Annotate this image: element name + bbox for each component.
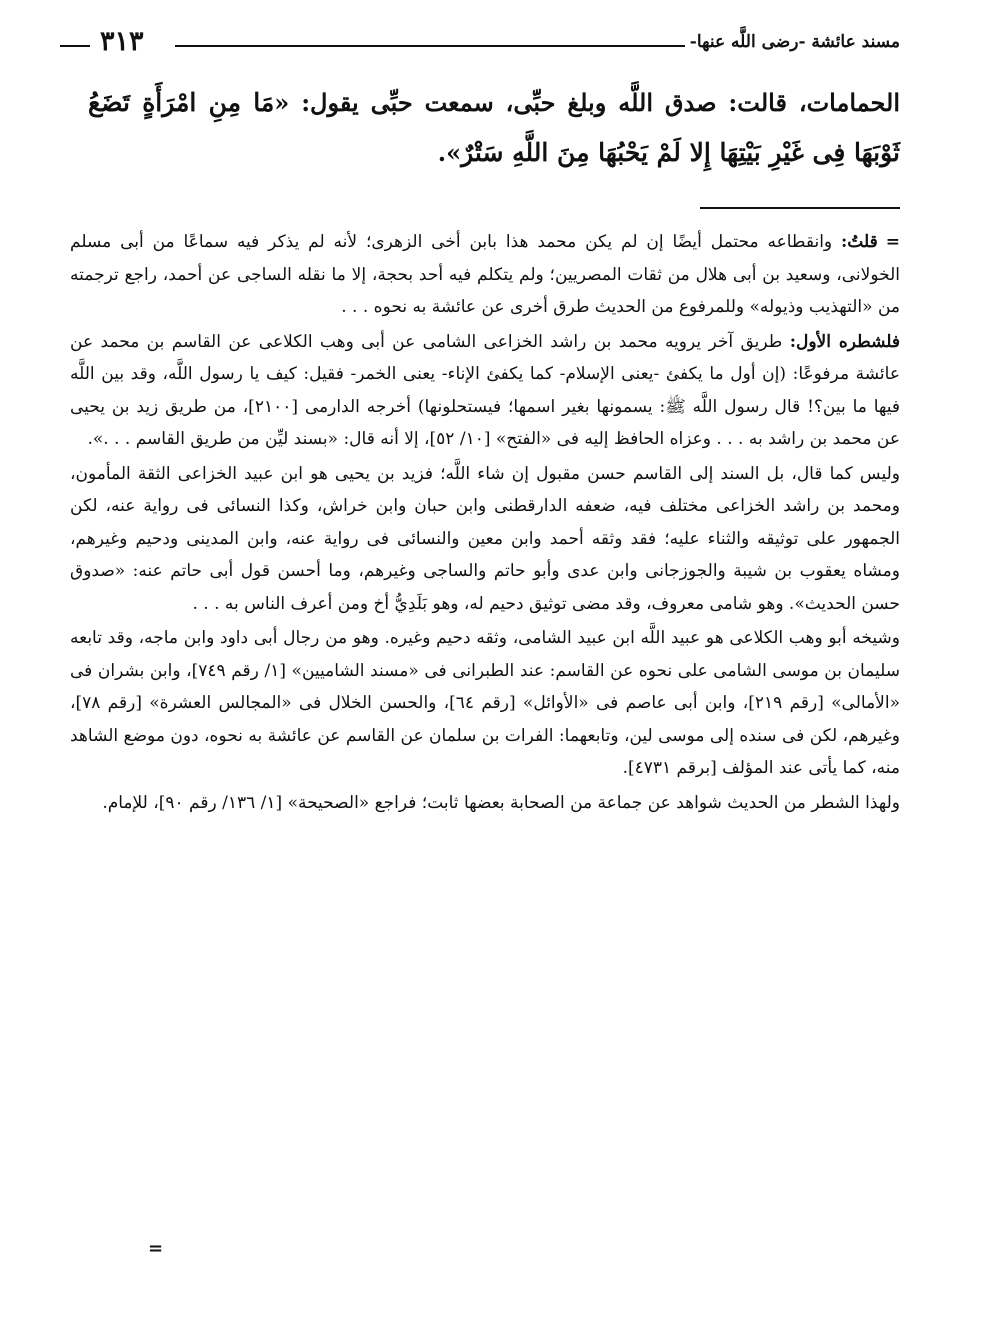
header-rule (175, 45, 685, 47)
paragraph-lead: قلتُ: (841, 232, 878, 252)
paragraph-text: وليس كما قال، بل السند إلى القاسم حسن مقبول إن شاء اللَّه؛ فزيد بن يحيى هو ابن عبيد الخزاعى الثقة المأمون، ومحمد بن راشد الخزاعى مختلف فيه، ضعفه الدارقطنى وابن حبان وابن خراش، وكذا النسائى فى رواية عنه، لكن الجمهور على توثيقه والثناء عليه؛ فقد وثقه أحمد وابن معين والنسائى فى رواية عنه، وابن المدينى ودحيم وغيرهم، ومشاه يعقوب بن شيبة والجوزجانى وابن عدى وأبو حاتم والساجى وغيرهم، وما أحسن قول أبى حاتم عنه: «صدوق حسن الحديث». وهو شامى معروف، وقد مضى توثيق دحيم له، وهو بَلَدِيُّ أخ ومن أعرف الناس به . . . (70, 463, 900, 614)
paragraph-text: طريق آخر يرويه محمد بن راشد الخزاعى الشامى عن أبى وهب الكلاعى عن القاسم بن محمد عن عائشة مرفوعًا: (إن أول ما يكفئ -يعنى الإسلام- كما يكفئ الإناء- يعنى الخمر- فقيل: كيف يا رسول اللَّه، وقد بين اللَّه فيها ما بين؟! قال رسول اللَّه ﷺ: يسمونها بغير اسمها؛ فيستحلونها) أخرجه الدارمى [٢١٠٠]، من طريق زيد بن يحيى عن محمد بن راشد به . . . وعزاه الحافظ إليه فى «الفتح» [١٠/ ٥٢]، إلا أنه قال: «بسند ليِّن من طريق القاسم . . .». (70, 331, 901, 449)
paragraph-text: ولهذا الشطر من الحديث شواهد عن جماعة من الصحابة بعضها ثابت؛ فراجع «الصحيحة» [١/ ١٣٦/ رقم ٩٠]، للإمام. (102, 792, 900, 813)
main-text-close: ». (437, 138, 462, 167)
page-header (60, 26, 900, 66)
footnotes (70, 226, 900, 821)
footnote-paragraph (70, 787, 900, 820)
continuation-mark-end: = (148, 1238, 164, 1259)
paragraph-text: وانقطاعه محتمل أيضًا إن لم يكن محمد هذا بابن أخى الزهرى؛ لأنه لم يذكر فيه سماعًا من أبى مسلم الخولانى، وسعيد بن أبى هلال من ثقات المصريين؛ ولم يتكلم فيه أحد بحجة، إلا ما نقله الساجى عن أحمد، راجع ترجمته من «التهذيب وذيوله» وللمرفوع من الحديث طرق أخرى عن عائشة به نحوه . . . (70, 232, 900, 317)
main-text (88, 78, 900, 178)
page-number: ٣١٣ (100, 26, 144, 57)
continuation-mark: = (885, 232, 900, 252)
hadith-quote: مَا مِنِ امْرَأَةٍ تَضَعُ ثَوْبَهَا فِى غَيْرِ بَيْتِهَا إِلا لَمْ يَحْبُهَا مِنَ اللَّهِ سَتْرٌ (88, 88, 900, 167)
footnote-paragraph (70, 226, 900, 324)
footnote-paragraph (70, 622, 900, 785)
main-text-intro: الحمامات، قالت: صدق اللَّه وبلغ حبِّى، سمعت حبِّى يقول: « (274, 88, 900, 117)
paragraph-text: وشيخه أبو وهب الكلاعى هو عبيد اللَّه ابن عبيد الشامى، وثقه دحيم وغيره. وهو من رجال أبى داود وابن ماجه، وقد تابعه سليمان بن موسى الشامى على نحوه عن القاسم: عند الطبرانى فى «مسند الشاميين» [١/ رقم ٧٤٩]، وابن بشران فى «الأمالى» [رقم ٢١٩]، وابن أبى عاصم فى «الأوائل» [رقم ٦٤]، والحسن الخلال فى «المجالس العشرة» [رقم ٧٨]، وغيرهم، لكن فى سنده إلى موسى لين، وتابعهما: الفرات بن سلمان عن القاسم عن عائشة به نحوه، دون موضع الشاهد منه، كما يأتى عند المؤلف [برقم ٤٧٣١]. (70, 628, 901, 778)
page-number-dash (60, 45, 90, 47)
running-title: مسند عائشة -رضى اللَّه عنها- (682, 32, 900, 52)
footnote-paragraph (70, 458, 900, 621)
footnote-paragraph (70, 326, 900, 456)
footnote-separator (700, 207, 900, 209)
paragraph-lead: فلشطره الأول: (789, 331, 901, 352)
